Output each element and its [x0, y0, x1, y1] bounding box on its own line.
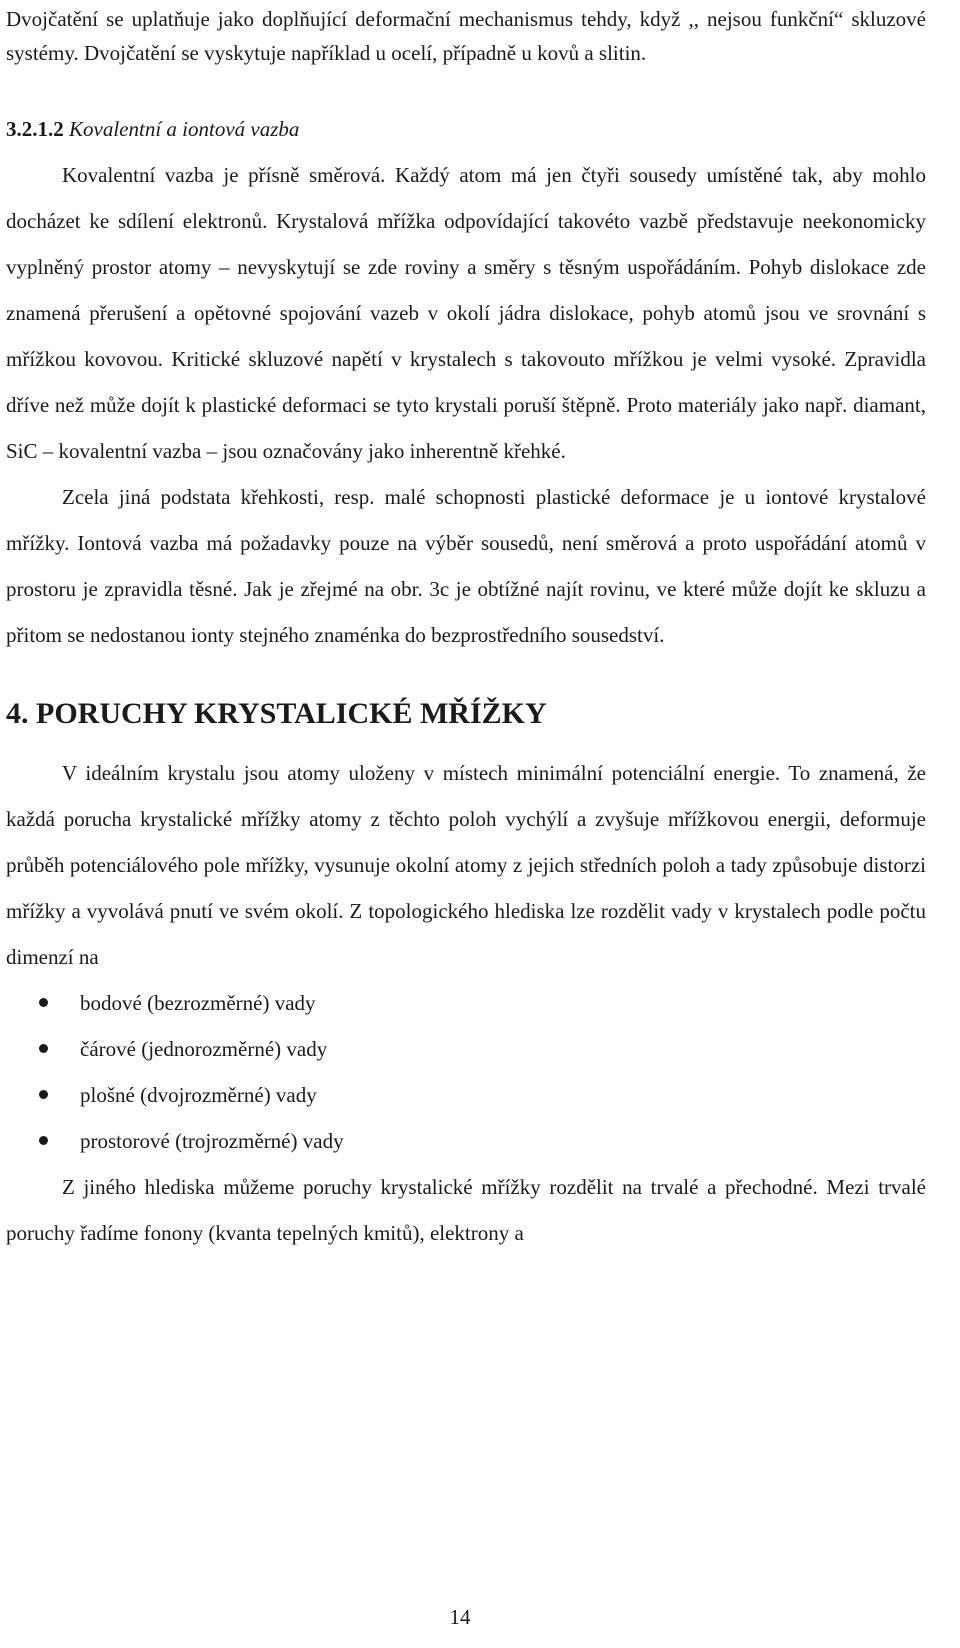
spacer: [6, 658, 926, 694]
section-paragraph-1: Kovalentní vazba je přísně směrová. Každý atom má jen čtyři sousedy umístěné tak, aby mohlo docházet ke sdílení elektronů. Krystalová mřížka odpovídající takovéto vazbě představuje neekonomicky vyplněný prostor atomy – nevyskytují se zde roviny a směry s těsným uspořádáním. Pohyb dislokace zde znamená přerušení a opětovné spojování vazeb v okolí jádra dislokace, pohyb atomů jsou ve srovnání s mřížkou kovovou. Kritické skluzové napětí v krystalech s takovouto mřížkou je velmi vysoké. Zpravidla dříve než může dojít k plastické deformaci se tyto krystali poruší štěpně. Proto materiály jako např. diamant, SiC – kovalentní vazba – jsou označovány jako inherentně křehké.: [6, 163, 926, 463]
section-number: 3.2.1.2: [6, 117, 64, 141]
chapter-paragraph-2: Z jiného hlediska můžeme poruchy krystalické mřížky rozdělit na trvalé a přechodné. Mezi trvalé poruchy řadíme fonony (kvanta tepelných kmitů), elektrony a: [6, 1175, 926, 1245]
bullet-icon: [39, 1044, 48, 1053]
bullet-icon: [39, 1090, 48, 1099]
list-item-text: prostorové (trojrozměrné) vady: [80, 1129, 344, 1153]
defect-types-list: [6, 980, 926, 1164]
list-item-text: bodové (bezrozměrné) vady: [80, 991, 316, 1015]
spacer: [6, 734, 926, 750]
list-item: [6, 1072, 926, 1118]
list-item: [6, 1026, 926, 1072]
bullet-icon: [39, 998, 48, 1007]
page-content: [6, 2, 926, 1256]
list-item-text: čárové (jednorozměrné) vady: [80, 1037, 328, 1061]
chapter-title: 4. PORUCHY KRYSTALICKÉ MŘÍŽKY: [6, 697, 547, 730]
intro-paragraph: Dvojčatění se uplatňuje jako doplňující deformační mechanismus tehdy, když ,, nejsou funkční“ skluzové systémy. Dvojčatění se vyskytuje například u ocelí, případně u kovů a slitin.: [6, 7, 926, 65]
page-number: 14: [449, 1605, 471, 1629]
list-item: [6, 1118, 926, 1164]
chapter-paragraph-1: V ideálním krystalu jsou atomy uloženy v místech minimální potenciální energie. To znamená, že každá porucha krystalické mřížky atomy z těchto poloh vychýlí a zvyšuje mřížkovou energii, deformuje průběh potenciálového pole mřížky, vysunuje okolní atomy z jejich středních poloh a tady způsobuje distorzi mřížky a vyvolává pnutí ve svém okolí. Z topologického hlediska lze rozdělit vady v krystalech podle počtu dimenzí na: [6, 761, 926, 969]
section-heading: [6, 106, 926, 152]
bullet-icon: [39, 1136, 48, 1145]
spacer: [6, 70, 926, 106]
list-item-text: plošné (dvojrozměrné) vady: [80, 1083, 317, 1107]
list-item: [6, 980, 926, 1026]
section-title: Kovalentní a iontová vazba: [69, 117, 300, 141]
section-paragraph-2: Zcela jiná podstata křehkosti, resp. malé schopnosti plastické deformace je u iontové krystalové mřížky. Iontová vazba má požadavky pouze na výběr sousedů, není směrová a proto uspořádání atomů v prostoru je zpravidla těsné. Jak je zřejmé na obr. 3c je obtížné najít rovinu, ve které může dojít ke skluzu a přitom se nedostanou ionty stejného znaménka do bezprostředního sousedství.: [6, 485, 926, 647]
